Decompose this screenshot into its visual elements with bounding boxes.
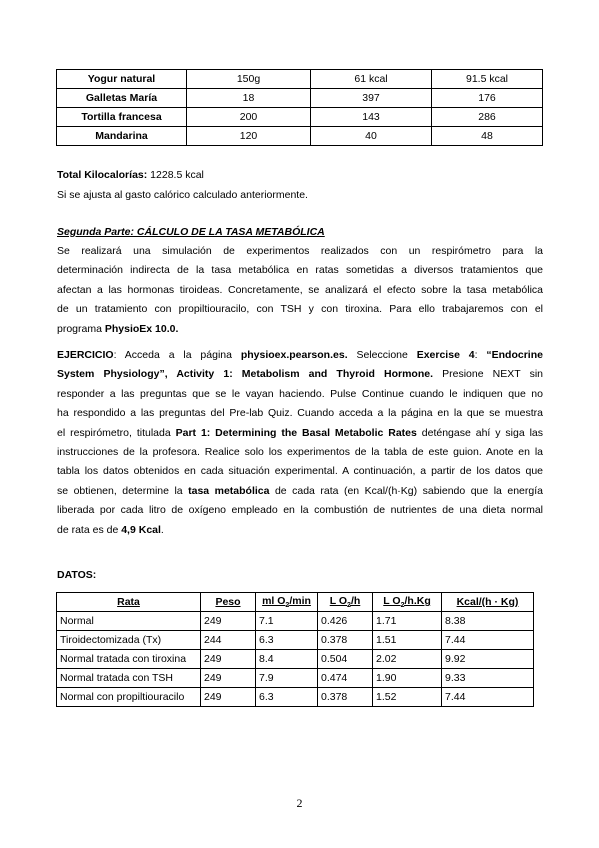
- food-name: Tortilla francesa: [57, 108, 187, 127]
- cell-kcal: 9.33: [442, 669, 534, 688]
- food-kcal: 61 kcal: [311, 70, 432, 89]
- cell-lk: 1.90: [373, 669, 442, 688]
- food-name: Galletas María: [57, 89, 187, 108]
- cell-ml: 6.3: [256, 631, 318, 650]
- section-title: Segunda Parte: CÁLCULO DE LA TASA METABÓLICA: [57, 226, 325, 238]
- cell-ml: 7.1: [256, 612, 318, 631]
- cell-kcal: 7.44: [442, 631, 534, 650]
- table-row: [57, 70, 543, 89]
- table-header-row: [57, 593, 534, 612]
- total-value: 1228.5 kcal: [150, 169, 204, 181]
- header-kcal: Kcal/(h · Kg): [442, 593, 534, 612]
- cell-rata: Tiroidectomizada (Tx): [57, 631, 201, 650]
- food-total: 91.5 kcal: [432, 70, 543, 89]
- cell-peso: 244: [201, 631, 256, 650]
- intro-line: determinación indirecta de la tasa metabólica en ratas sometidas a diversos tratamientos que: [57, 264, 543, 277]
- cell-lk: 1.52: [373, 688, 442, 707]
- header-l-o2-h-kg: L $O_2/h.Kg$: [373, 593, 442, 612]
- cell-peso: 249: [201, 688, 256, 707]
- exercise-line: instrucciones de la profesora. Realice solo los experimentos de la tabla de este guion. Anote en la: [57, 445, 543, 458]
- cell-l: 0.378: [318, 688, 373, 707]
- table-row: [57, 650, 534, 669]
- exercise-line: responder a las preguntas que se le vayan haciendo. Pulse Continue cuando le indiquen que no: [57, 387, 543, 400]
- food-total: 286: [432, 108, 543, 127]
- intro-paragraph: [57, 242, 543, 339]
- exercise-line: de rata es de 4,9 Kcal.: [57, 523, 164, 536]
- header-ml-o2-min: ml $O_2/\min$: [256, 593, 318, 612]
- datos-label: DATOS:: [57, 569, 97, 581]
- cell-l: 0.474: [318, 669, 373, 688]
- food-qty: 200: [187, 108, 311, 127]
- intro-line: programa PhysioEx 10.0.: [57, 322, 179, 335]
- cell-rata: Normal con propiltiouracilo: [57, 688, 201, 707]
- intro-line: Se realizará una simulación de experimentos realizados con un respirómetro para la: [57, 245, 543, 257]
- exercise-line: liberada por cada litro de oxígeno empleado en la combustión de nutrientes de una dieta normal: [57, 504, 543, 517]
- cell-rata: Normal tratada con TSH: [57, 669, 201, 688]
- food-qty: 120: [187, 127, 311, 146]
- cell-l: 0.426: [318, 612, 373, 631]
- cell-rata: Normal tratada con tiroxina: [57, 650, 201, 669]
- food-kcal: 40: [311, 127, 432, 146]
- food-kcal: 143: [311, 108, 432, 127]
- cell-l: 0.504: [318, 650, 373, 669]
- exercise-line: se obtienen, determine la tasa metabólica de cada rata (en Kcal/(h·Kg) sabiendo que la energía: [57, 484, 543, 497]
- table-row: [57, 612, 534, 631]
- header-rata: Rata: [57, 593, 201, 612]
- cell-peso: 249: [201, 612, 256, 631]
- header-peso: Peso: [201, 593, 256, 612]
- food-total: 48: [432, 127, 543, 146]
- table-row: [57, 631, 534, 650]
- intro-line: de un tratamiento con propiltiouracilo, con TSH y con tiroxina. Para ello trabajaremos con el: [57, 303, 543, 316]
- header-l-o2-h: L $O_2/h$: [318, 593, 373, 612]
- exercise-line: EJERCICIO: Acceda a la página physioex.pearson.es. Seleccione Exercise 4: “Endocrine: [57, 349, 543, 361]
- cell-l: 0.378: [318, 631, 373, 650]
- exercise-line: ha respondido a las preguntas del Pre-lab Quiz. Cuando acceda a la página en la que se muestra: [57, 407, 543, 420]
- food-qty: 18: [187, 89, 311, 108]
- exercise-line: tabla los datos obtenidos en cada situación experimental. A continuación, a partir de los datos que: [57, 465, 543, 478]
- table-row: [57, 127, 543, 146]
- page-number: 2: [296, 796, 303, 810]
- cell-ml: 8.4: [256, 650, 318, 669]
- cell-kcal: 8.38: [442, 612, 534, 631]
- total-note: Si se ajusta al gasto calórico calculado anteriormente.: [57, 189, 308, 201]
- cell-kcal: 7.44: [442, 688, 534, 707]
- exercise-paragraph: [57, 346, 543, 540]
- table-row: [57, 688, 534, 707]
- cell-ml: 7.9: [256, 669, 318, 688]
- table-row: [57, 89, 543, 108]
- total-line: [57, 165, 204, 186]
- total-label: Total Kilocalorías:: [57, 169, 148, 181]
- cell-peso: 249: [201, 669, 256, 688]
- cell-ml: 6.3: [256, 688, 318, 707]
- food-qty: 150g: [187, 70, 311, 89]
- food-name: Yogur natural: [57, 70, 187, 89]
- cell-lk: 1.51: [373, 631, 442, 650]
- table-row: [57, 108, 543, 127]
- cell-peso: 249: [201, 650, 256, 669]
- food-table: [56, 69, 543, 146]
- food-name: Mandarina: [57, 127, 187, 146]
- cell-rata: Normal: [57, 612, 201, 631]
- food-kcal: 397: [311, 89, 432, 108]
- table-row: [57, 669, 534, 688]
- data-table: [56, 592, 534, 707]
- exercise-line: el respirómetro, titulada Part 1: Determining the Basal Metabolic Rates deténgase ahí y siga las: [57, 426, 543, 439]
- exercise-line: System Physiology”, Activity 1: Metabolism and Thyroid Hormone. Presione NEXT sin: [57, 368, 543, 381]
- cell-lk: 1.71: [373, 612, 442, 631]
- intro-line: afectan a las hormonas tiroideas. Concretamente, se analizará el efecto sobre la tasa metabólica: [57, 283, 543, 296]
- food-total: 176: [432, 89, 543, 108]
- cell-kcal: 9.92: [442, 650, 534, 669]
- cell-lk: 2.02: [373, 650, 442, 669]
